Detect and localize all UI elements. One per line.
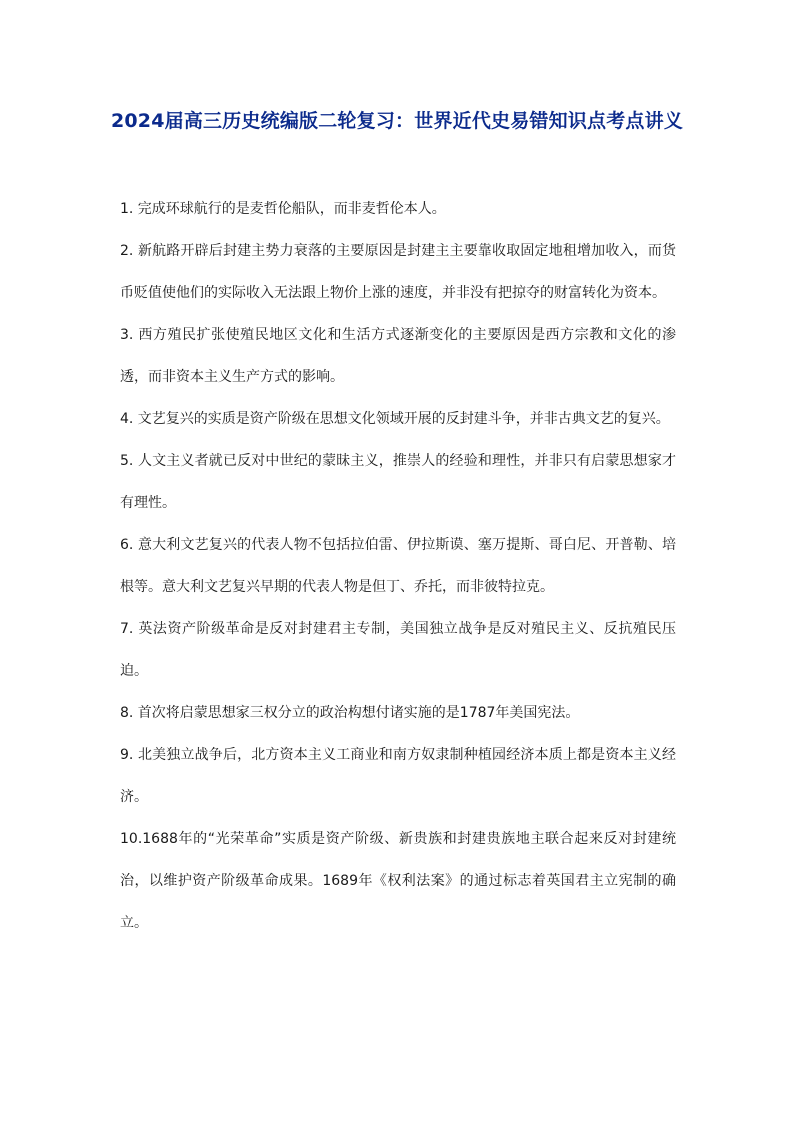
paragraph-1: 1. 完成环球航行的是麦哲伦船队，而非麦哲伦本人。 bbox=[120, 201, 446, 217]
paragraph-9: 9. 北美独立战争后，北方资本主义工商业和南方奴隶制种植园经济本质上都是资本主义经济。 bbox=[120, 747, 676, 805]
paragraph-2: 2. 新航路开辟后封建主势力衰落的主要原因是封建主主要靠收取固定地租增加收入，而货币贬值使他们的实际收入无法跟上物价上涨的速度，并非没有把掠夺的财富转化为资本。 bbox=[120, 243, 676, 301]
paragraph-6: 6. 意大利文艺复兴的代表人物不包括拉伯雷、伊拉斯谟、塞万提斯、哥白尼、开普勒、培根等。意大利文艺复兴早期的代表人物是但丁、乔托，而非彼特拉克。 bbox=[120, 537, 676, 595]
document-title: 2024届高三历史统编版二轮复习：世界近代史易错知识点考点讲义 bbox=[110, 110, 684, 132]
paragraph-5: 5. 人文主义者就已反对中世纪的蒙昧主义，推崇人的经验和理性，并非只有启蒙思想家才有理性。 bbox=[120, 453, 676, 511]
paragraph-8: 8. 首次将启蒙思想家三权分立的政治构想付诸实施的是1787年美国宪法。 bbox=[120, 705, 580, 721]
paragraph-3: 3. 西方殖民扩张使殖民地区文化和生活方式逐渐变化的主要原因是西方宗教和文化的渗透，而非资本主义生产方式的影响。 bbox=[120, 327, 676, 385]
document-body bbox=[120, 188, 676, 944]
paragraph-4: 4. 文艺复兴的实质是资产阶级在思想文化领域开展的反封建斗争，并非古典文艺的复兴。 bbox=[120, 411, 670, 427]
paragraph-10: 10.1688年的“光荣革命”实质是资产阶级、新贵族和封建贵族地主联合起来反对封建统治，以维护资产阶级革命成果。1689年《权利法案》的通过标志着英国君主立宪制的确立。 bbox=[120, 831, 676, 931]
paragraph-7: 7. 英法资产阶级革命是反对封建君主专制，美国独立战争是反对殖民主义、反抗殖民压迫。 bbox=[120, 621, 676, 679]
